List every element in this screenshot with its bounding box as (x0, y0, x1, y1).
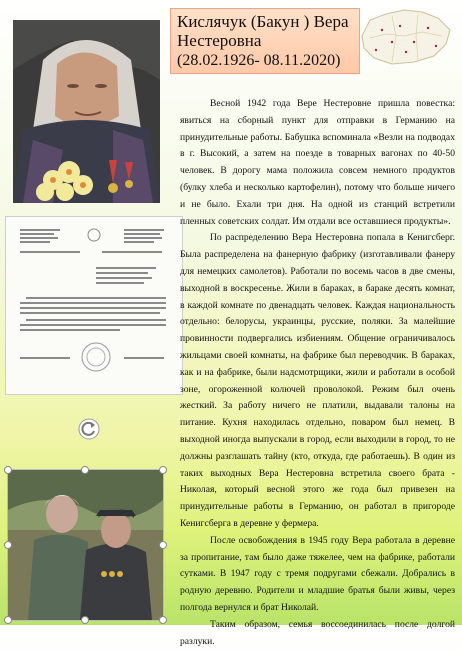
portrait-photo (13, 20, 160, 203)
couple-photo[interactable] (8, 470, 163, 620)
rotate-handle-icon[interactable] (78, 418, 100, 440)
resize-handle-bl[interactable] (4, 616, 12, 624)
paragraph-4: Таким образом, семья воссоединилась после долгой разлуки. (180, 618, 455, 647)
paragraph-2: По распределению Вера Нестеровна попала в Кенигсберг. Была распределена на фанерную фабрику (изготавливали фанеру для немецких самолетов). Работали по восемь часов в две смены, выходной в воскресенье. Жили в бараках, в бараке десять комнат, в каждой комнате по двенадцать человек. Каждая национальность отдельно: белорусы, украинцы, русские, поляки. За малейшие провинности подвергались избиениям. Общение ограничивалось жильцами своей комнаты, на фабрике был переводчик. В бараках, как и на фабрике, были надсмотрщики, жили и работали в особой зоне, огороженной колючей проволокой. Режим был очень жесткий. За работу ничего не платили, выдавали талоны на питание. Кухня находилась отдельно, поваром был немец. В выходной иногда выпускали в город, если выходили в город, то не должны разглашать тайну (кто, откуда, где работаешь). В один из таких выходных Вера Нестеровна встретила своего брата - Николая, который весной этого же года был привезен на принудительные работы в Германию, он работал в пригороде Кенигсберга в деревне у фермера. (180, 232, 455, 529)
archive-document-image (5, 216, 183, 395)
belarus-map-image (352, 6, 456, 68)
paragraph-3: После освобождения в 1945 году Вера работала в деревне за пропитание, там было даже тяжелее, чем на фабрике, работали сутками. В 1947 году с тремя подругами сбежали. Добрались в родную деревню. Родители и младшие братья были живы, через полгода вернулся и брат Николай. (180, 534, 455, 613)
resize-handle-bm[interactable] (81, 616, 89, 624)
resize-handle-tl[interactable] (4, 466, 12, 474)
resize-handle-mr[interactable] (159, 541, 167, 549)
paragraph-1: Весной 1942 года Вере Нестеровне пришла повестка: явиться на сборный пункт для отправки в Германию на принудительные работы. Бабушка вспоминала «Везли на подводах в г. Высокий, а затем на поезде в товарных вагонах по 40-50 человек. В дорогу мама положила совсем немного продуктов (булку хлеба и несколько картофелин), потому что больше ничего и не было. Ехали три дня. На одной из станций встретили пленных советских солдат. Им отдали все оставшиеся продукты». (180, 98, 455, 227)
resize-handle-tr[interactable] (159, 466, 167, 474)
resize-handle-ml[interactable] (4, 541, 12, 549)
article-body[interactable] (180, 96, 455, 650)
person-name: Кислячук (Бакун ) Вера Нестеровна (177, 12, 349, 50)
resize-handle-tm[interactable] (81, 466, 89, 474)
title-box[interactable] (170, 8, 360, 74)
resize-handle-br[interactable] (159, 616, 167, 624)
life-dates: (28.02.1926- 08.11.2020) (177, 52, 341, 69)
